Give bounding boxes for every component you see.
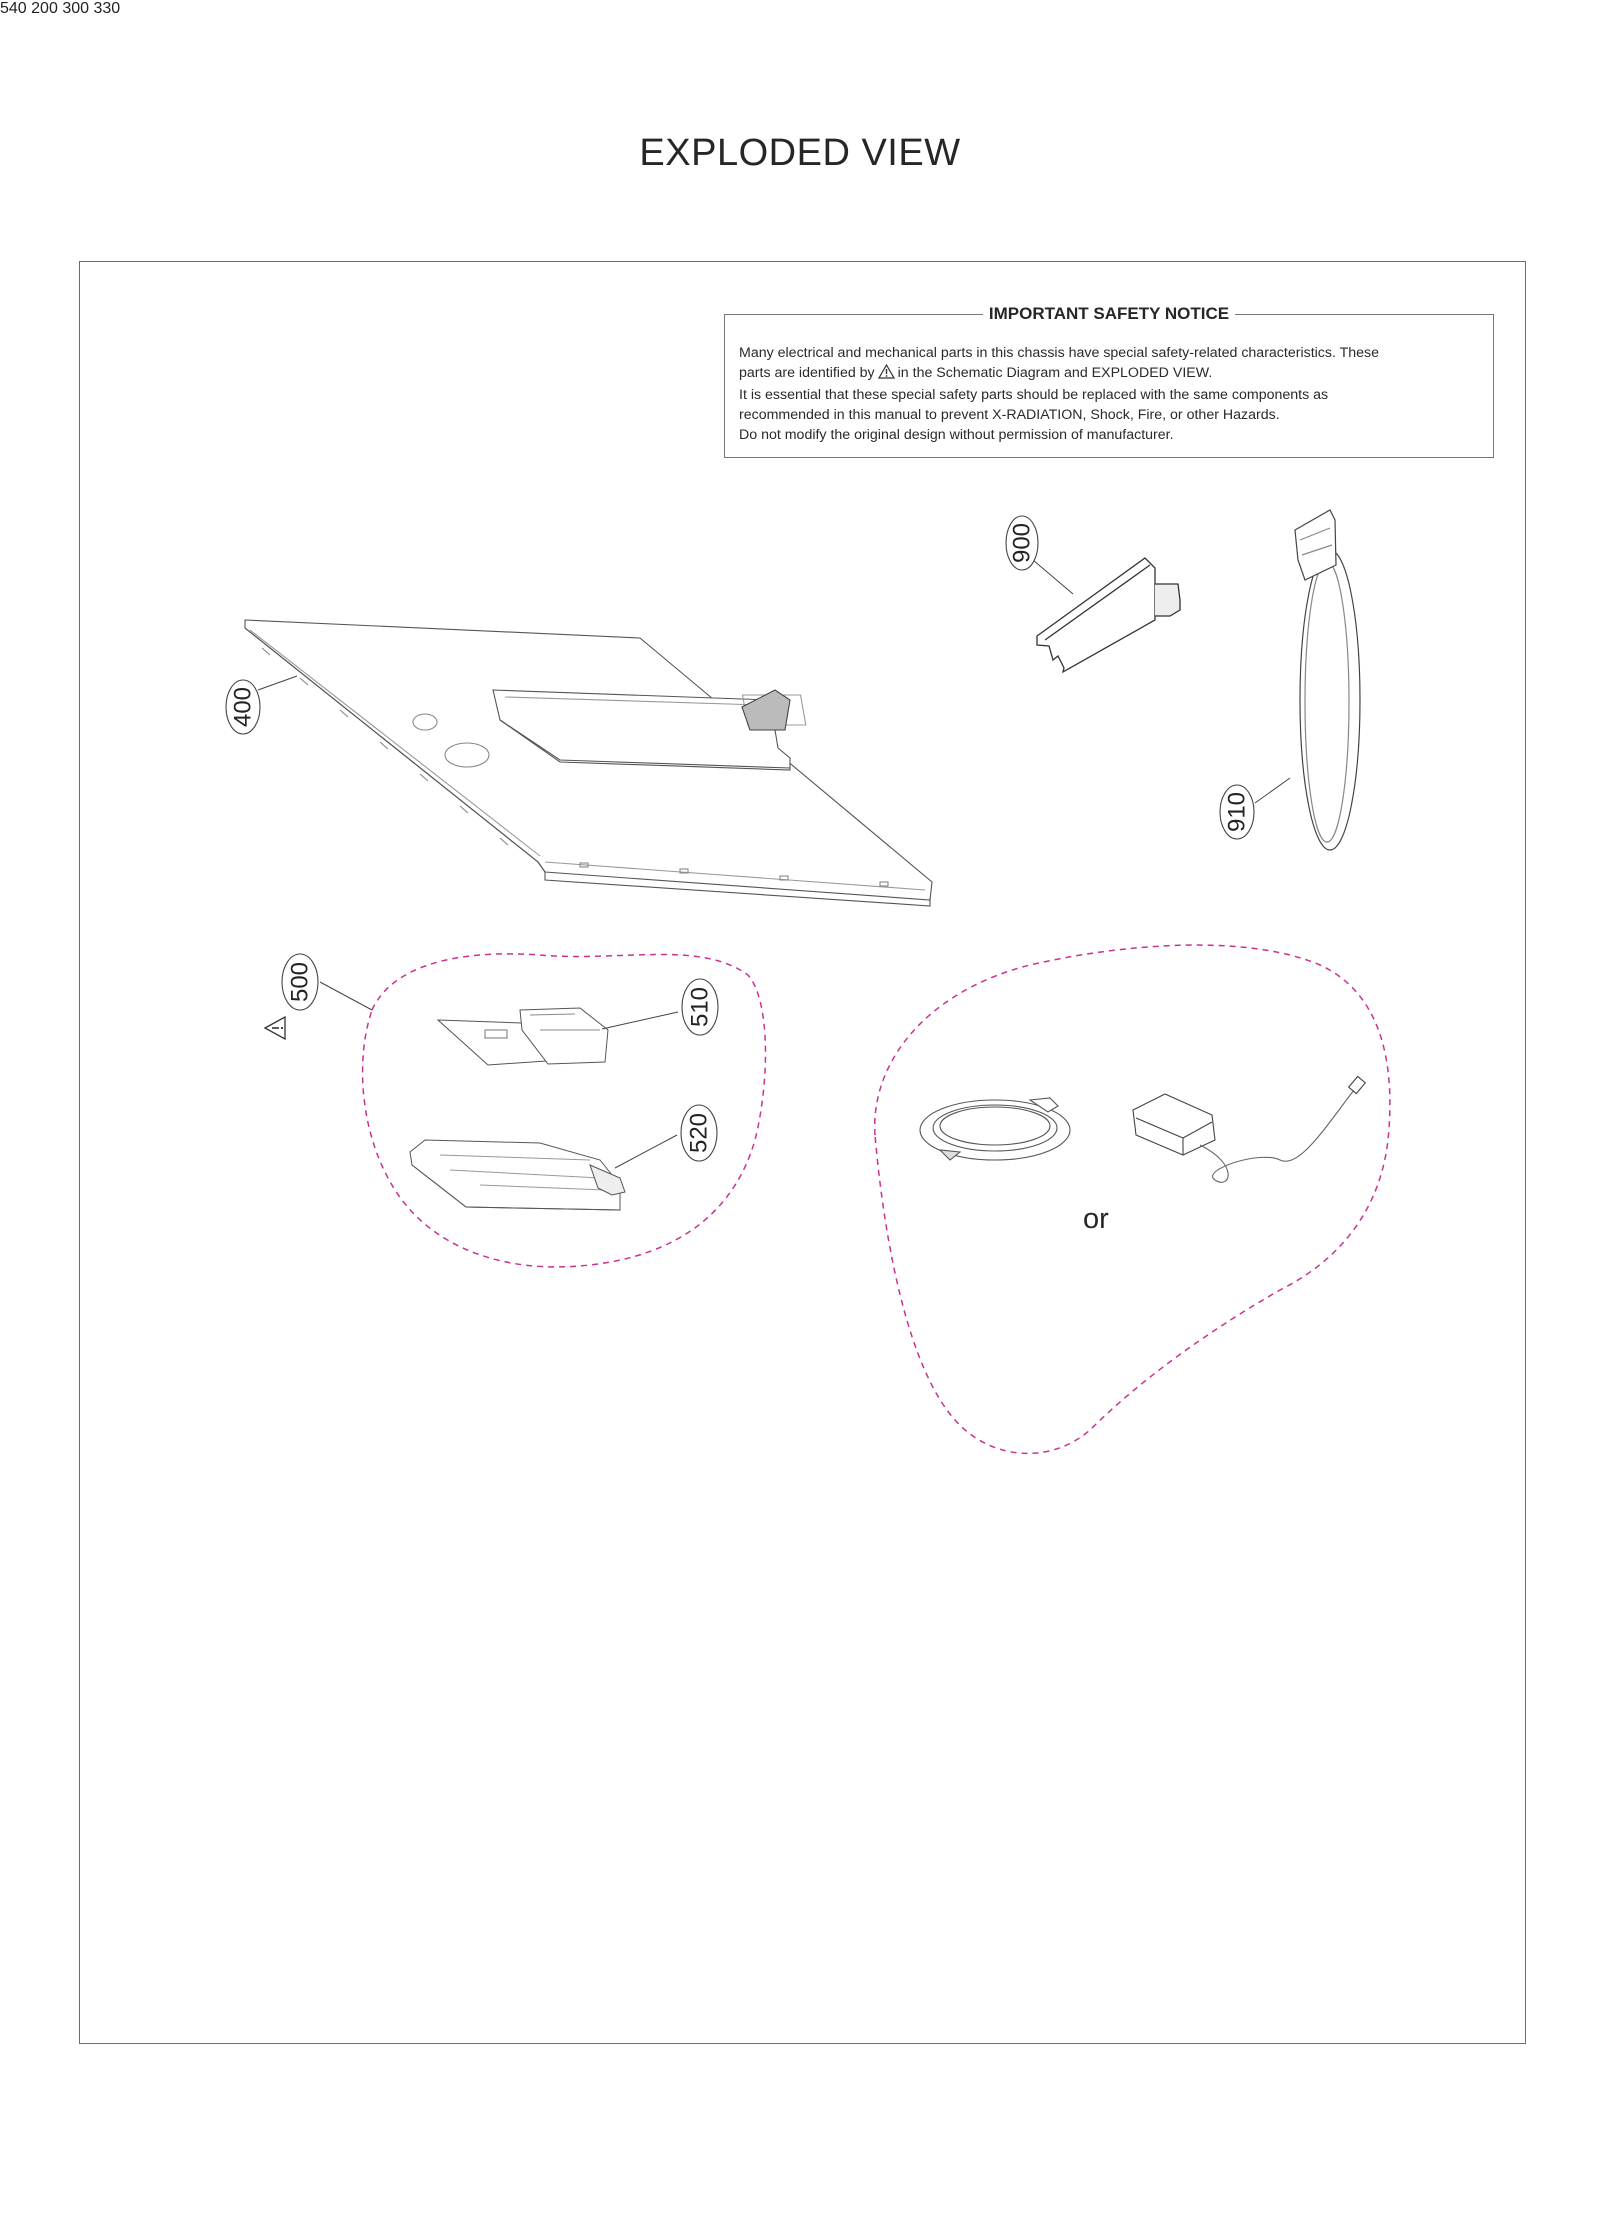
callout-330: 330 xyxy=(93,0,121,17)
alternative-or-label: or xyxy=(1083,1203,1109,1235)
callout-900 xyxy=(1006,516,1073,594)
svg-text:900: 900 xyxy=(1008,522,1036,564)
part-910-stand-base[interactable] xyxy=(1295,510,1360,850)
part-900-stand-neck[interactable] xyxy=(1037,558,1180,672)
safety-notice-line: Do not modify the original design without permission of manufacturer. xyxy=(739,427,1174,443)
callout-300: 300 xyxy=(62,0,90,17)
svg-text:500: 500 xyxy=(286,961,314,1003)
safety-notice-line: recommended in this manual to prevent X-RADIATION, Shock, Fire, or other Hazards. xyxy=(739,407,1280,423)
safety-notice-line: It is essential that these special safety parts should be replaced with the same components as xyxy=(739,387,1329,403)
callout-label-400: 400 xyxy=(229,686,257,728)
svg-text:510: 510 xyxy=(686,986,714,1028)
safety-notice-line: parts are identified by in the Schematic Diagram and EXPLODED VIEW. xyxy=(739,363,1481,385)
part-540-power-cord[interactable] xyxy=(920,1098,1070,1160)
callout-200: 200 xyxy=(31,0,58,17)
page-title: EXPLODED VIEW xyxy=(639,132,961,174)
svg-text:910: 910 xyxy=(1223,791,1251,833)
callout-510 xyxy=(602,979,718,1035)
callout-500 xyxy=(265,954,372,1039)
callout-540: 540 xyxy=(0,0,27,17)
warning-triangle-icon xyxy=(265,1017,285,1039)
svg-text:520: 520 xyxy=(685,1112,713,1154)
safety-notice-line: Many electrical and mechanical parts in this chassis have special safety-related characteristics. These xyxy=(739,345,1380,361)
safety-notice-heading: IMPORTANT SAFETY NOTICE xyxy=(983,304,1235,323)
part-510-main-pcb[interactable] xyxy=(438,1008,608,1065)
part-540-ac-adapter-box[interactable] xyxy=(1133,1076,1365,1182)
callout-520 xyxy=(615,1105,717,1168)
callout-400 xyxy=(226,676,297,734)
group-540-outline xyxy=(875,945,1390,1453)
callout-910 xyxy=(1220,778,1290,839)
part-400-back-cover[interactable] xyxy=(245,620,932,906)
part-520-board-bracket[interactable] xyxy=(410,1140,625,1210)
